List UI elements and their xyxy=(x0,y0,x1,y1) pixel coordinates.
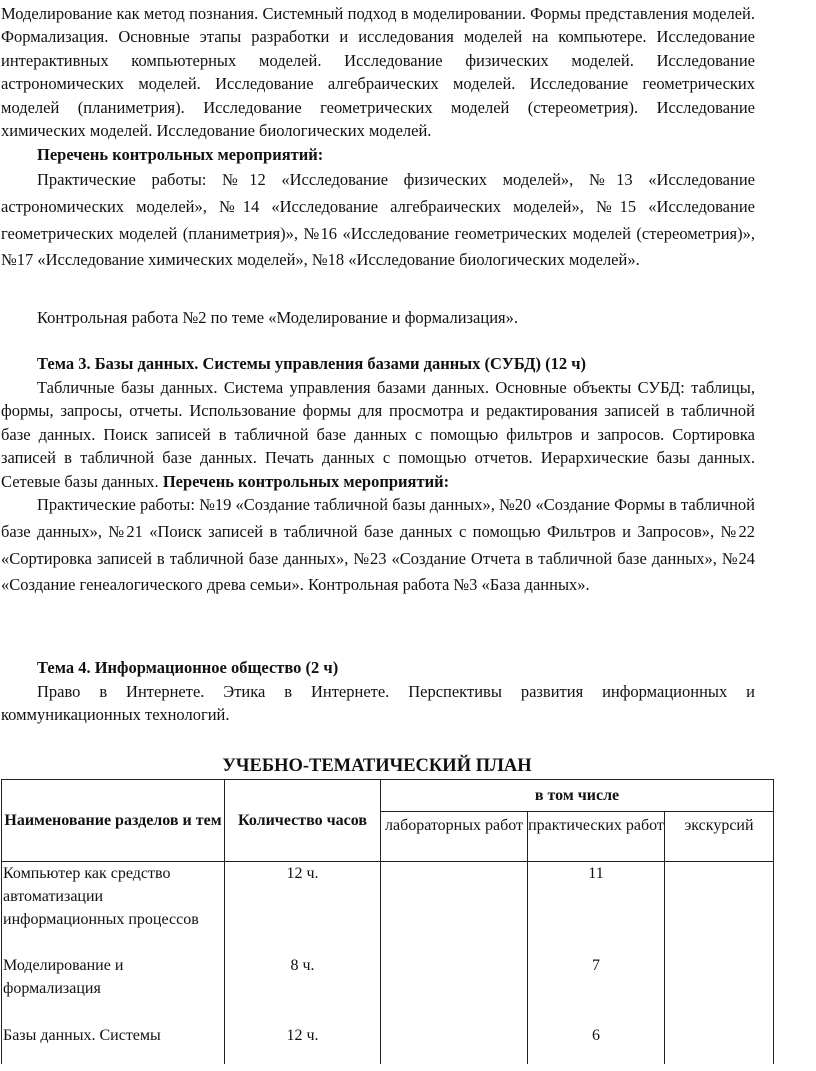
plan-title: УЧЕБНО-ТЕМАТИЧЕСКИЙ ПЛАН xyxy=(222,756,532,776)
row-practical: 6 xyxy=(528,1024,665,1064)
header-hours: Количество часов xyxy=(225,780,381,862)
header-lab: лабораторных работ xyxy=(381,812,528,862)
header-excursions: экскурсий xyxy=(665,812,774,862)
row-hours: 12 ч. xyxy=(225,862,381,954)
row-excursions xyxy=(665,954,774,1024)
practical-works-2: Практические работы: №19 «Создание табличной базы данных», №20 «Создание Формы в табличной базе данных», №21 «Поиск записей в табличной базе данных с помощью Фильтров и Запросов», №22 «Сортировка записей в табличной базе данных», №23 «Создание Отчета в табличной базе данных», №24 «Создание генеалогического древа семьи». Контрольная работа №3 «База данных». xyxy=(1,495,755,595)
row-practical: 11 xyxy=(528,862,665,954)
control-work-2: Контрольная работа №2 по теме «Моделирование и формализация». xyxy=(37,308,518,327)
header-including: в том числе xyxy=(381,780,774,812)
practical-works-1: Практические работы: №12 «Исследование физических моделей», №13 «Исследование астрономических моделей», №14 «Исследование алгебраических моделей», №15 «Исследование геометрических моделей (планиметрия)», №16 «Исследование геометрических моделей (стереометрия)», №17 «Исследование химических моделей», №18 «Исследование биологических моделей». xyxy=(1,170,755,270)
row-lab xyxy=(381,862,528,954)
row-hours: 8 ч. xyxy=(225,954,381,1024)
intro-paragraph: Моделирование как метод познания. Системный подход в моделировании. Формы представления моделей. Формализация. Основные этапы разработки и исследования моделей на компьютере. Исследование интерактивных компьютерных моделей. Исследование физических моделей. Исследование астрономических моделей. Исследование алгебраических моделей. Исследование геометрических моделей (планиметрия). Исследование геометрических моделей (стереометрия). Исследование химических моделей. Исследование биологических моделей. xyxy=(1,4,755,141)
row-hours: 12 ч. xyxy=(225,1024,381,1064)
header-name: Наименование разделов и тем xyxy=(2,780,225,862)
table-row xyxy=(2,862,774,954)
control-heading-2: Перечень контрольных мероприятий: xyxy=(162,471,450,491)
topic3-text xyxy=(1,376,755,493)
topic4-text: Право в Интернете. Этика в Интернете. Перспективы развития информационных и коммуникационных технологий. xyxy=(1,682,755,725)
row-lab xyxy=(381,954,528,1024)
table-row xyxy=(2,1024,774,1064)
control-heading-1: Перечень контрольных мероприятий: xyxy=(37,145,324,164)
table-row xyxy=(2,954,774,1024)
plan-table xyxy=(1,779,774,1064)
row-excursions xyxy=(665,1024,774,1064)
row-excursions xyxy=(665,862,774,954)
row-name: Базы данных. Системы xyxy=(2,1024,225,1064)
row-name: Компьютер как средство автоматизации информационных процессов xyxy=(2,862,225,954)
row-name: Моделирование и формализация xyxy=(2,954,225,1024)
topic3-body: Табличные базы данных. Система управления базами данных. Основные объекты СУБД: таблицы, формы, запросы, отчеты. Использование формы для просмотра и редактирования записей в табличной базе данных. Поиск записей в табличной базе данных с помощью фильтров и запросов. Сортировка записей в табличной базе данных. Печать данных с помощью отчетов. Иерархические базы данных. Сетевые базы данных. xyxy=(1,378,755,491)
header-practical: практических работ xyxy=(528,812,665,862)
row-practical: 7 xyxy=(528,954,665,1024)
row-lab xyxy=(381,1024,528,1064)
topic3-heading: Тема 3. Базы данных. Системы управления базами данных (СУБД) (12 ч) xyxy=(37,354,587,373)
topic4-heading: Тема 4. Информационное общество (2 ч) xyxy=(37,658,339,677)
